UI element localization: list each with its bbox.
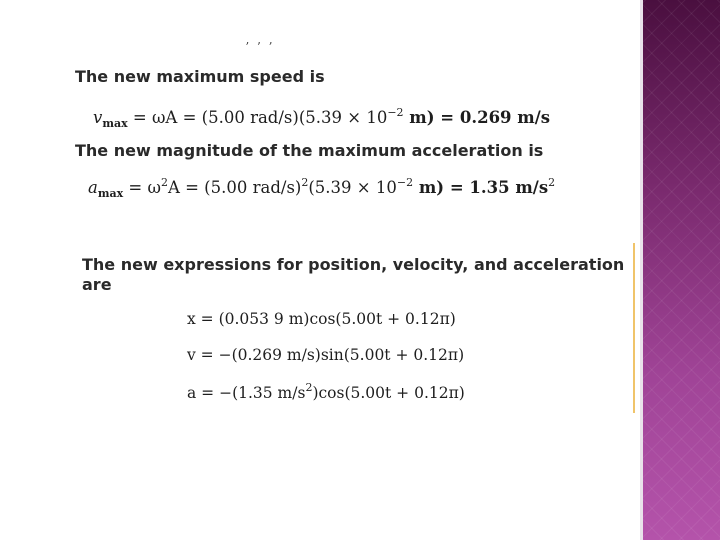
expressions-statement: The new expressions for position, velocity, and acceleration are [82,255,625,294]
velocity-equation: v = −(0.269 m/s)sin(5.00t + 0.12π) [187,346,465,364]
accel-rhs-c: (5.39 × 10 [308,178,397,197]
accel-result: m) = 1.35 m/s [413,178,549,197]
accel-subscript: max [97,187,124,200]
accel-rhs-b: A = (5.00 rad/s) [167,178,302,197]
decorative-side-panel [643,0,720,540]
accel-symbol: a [88,178,98,197]
accel-exp-c: −2 [396,176,414,189]
acceleration-eq-post: )cos(5.00t + 0.12π) [312,384,465,402]
accent-divider [633,243,635,413]
acceleration-eq-pre: a = −(1.35 m/s [187,384,306,402]
speed-subscript: max [102,117,128,130]
speed-rhs: = ωA = (5.00 rad/s)(5.39 × 10 [132,108,388,127]
accel-rhs-a: = ω [128,178,161,197]
acceleration-statement: The new magnitude of the maximum acceleration is [75,141,544,160]
acceleration-equation [187,381,465,402]
speed-result: m) = 0.269 m/s [403,108,551,127]
position-equation: x = (0.053 9 m)cos(5.00t + 0.12π) [187,310,456,328]
accel-exp-d: 2 [548,176,556,189]
speed-statement: The new maximum speed is [75,67,325,86]
acceleration-eq-exp: 2 [305,381,313,394]
cropped-text-fragment: ʼ ʼ ʼ [245,40,275,54]
max-acceleration-equation [88,176,555,200]
speed-symbol: v [93,108,103,127]
max-speed-equation [93,106,550,130]
accel-exp-a: 2 [160,176,168,189]
accel-exp-b: 2 [301,176,309,189]
speed-exponent: −2 [387,106,404,119]
